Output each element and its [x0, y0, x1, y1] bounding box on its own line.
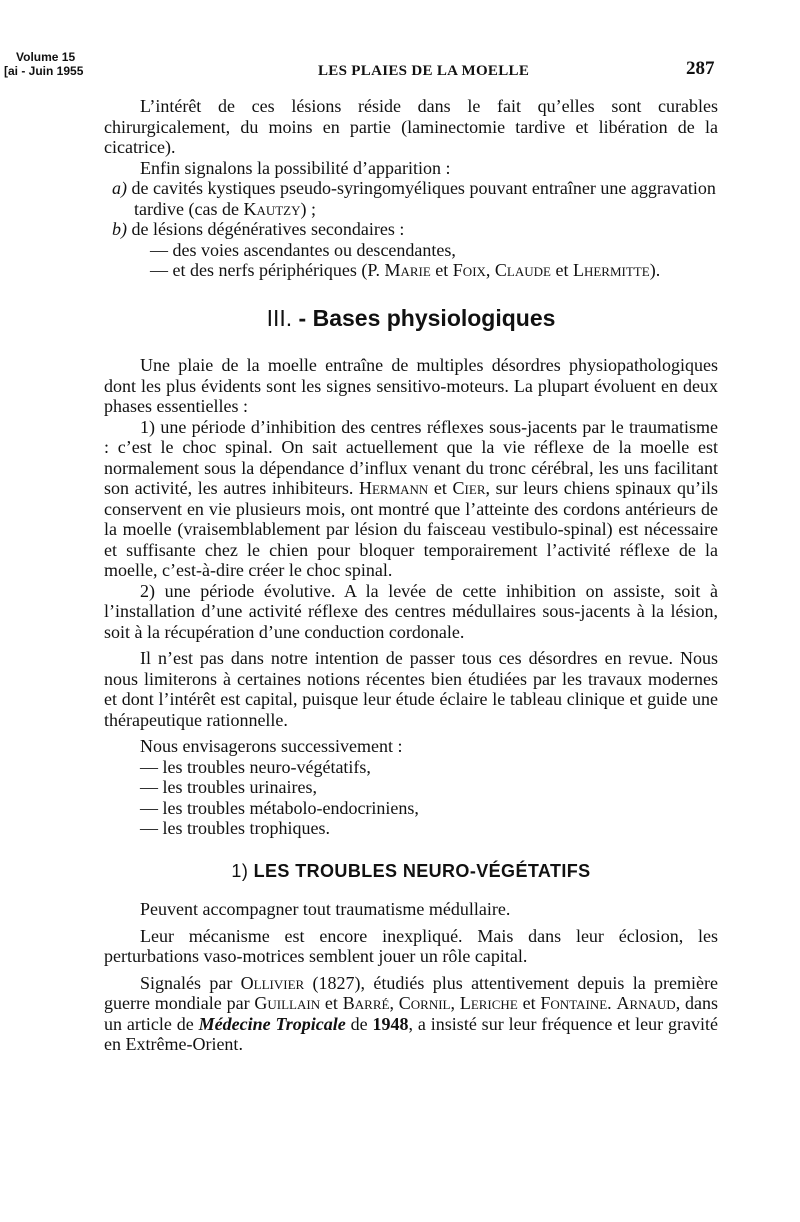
list-item-a: a) de cavités kystiques pseudo-syringomyéliques pouvant entraîner une aggravation tardive (cas de Kautzy) ;: [112, 178, 716, 219]
page-number: 287: [686, 58, 715, 79]
author-name: Arnaud: [616, 993, 676, 1013]
author-name: Kautzy: [243, 198, 301, 219]
author-name: Cier: [452, 478, 486, 498]
paragraph: Signalés par Ollivier (1827), étudiés plus attentivement depuis la première guerre mondiale par Guillain et Barré, Cornil, Leriche et Fontaine. Arnaud, dans un article de Médecine Tropicale de 1948, a insisté sur leur fréquence et leur gravité en Extrême-Orient.: [104, 972, 719, 1054]
list-item: — les troubles neuro-végétatifs,: [140, 756, 371, 777]
volume-info: [4, 50, 83, 78]
author-name: Fontaine: [540, 993, 608, 1013]
subsection-heading: [104, 861, 718, 882]
paragraph: 2) une période évolutive. A la levée de cette inhibition on assiste, soit à l’installation d’une activité réflexe des centres médullaires sous-jacents à la lésion, soit à la récupération d’une conduction cordonale.: [104, 580, 718, 642]
author-name: Hermann: [358, 478, 429, 498]
author-name: Claude: [494, 260, 551, 280]
list-item-b: b) de lésions dégénératives secondaires :: [112, 219, 405, 239]
item-label: b): [112, 219, 127, 239]
subsection-title: LES TROUBLES NEURO-VÉGÉTATIFS: [253, 860, 591, 881]
author-name: Marie: [384, 260, 431, 280]
list-item: — les troubles urinaires,: [140, 777, 317, 797]
paragraph: Peuvent accompagner tout traumatisme médullaire.: [140, 899, 511, 919]
dash-item: — et des nerfs périphériques (P. Marie et Foix, Claude et Lhermitte).: [150, 260, 661, 280]
paragraph: 1) une période d’inhibition des centres réflexes sous-jacents par le traumatisme : c’est le choc spinal. On sait actuellement que la vie réflexe de la moelle est normalement sous la dépendance d’influx venant du tronc cérébral, les uns facilitant son activité, les autres inhibiteurs. Hermann et Cier, sur leurs chiens spinaux qu’ils conservent en vie plusieurs mois, ont montré que l’atteinte des cordons antérieurs de la moelle (vraisemblablement par lésion du faisceau vestibulo-spinal) est nécessaire et suffisante chez le chien pour bloquer temporairement l’activité réflexe de la moelle, c’est-à-dire créer le choc spinal.: [104, 416, 719, 580]
paragraph: Enfin signalons la possibilité d’apparition :: [140, 157, 451, 178]
author-name: Barré: [342, 993, 390, 1013]
volume-number: Volume 15: [16, 50, 76, 64]
year: 1948: [372, 1013, 409, 1034]
running-title: LES PLAIES DE LA MOELLE: [318, 63, 530, 79]
author-name: Guillain: [254, 993, 321, 1013]
section-number: III.: [266, 304, 293, 331]
paragraph: Il n’est pas dans notre intention de passer tous ces désordres en revue. Nous nous limiterons à certaines notions récentes bien étudiées par les travaux modernes et dont l’intérêt est capital, puisque leur étude éclaire le tableau clinique et guide une thérapeutique rationnelle.: [104, 648, 718, 730]
paragraph: Leur mécanisme est encore inexpliqué. Mais dans leur éclosion, les perturbations vaso-motrices semblent jouer un rôle capital.: [104, 925, 718, 966]
list-item: — les troubles trophiques.: [140, 818, 330, 838]
journal-title: Médecine Tropicale: [198, 1013, 346, 1034]
body-text: [104, 96, 718, 1055]
item-label: a): [112, 178, 127, 198]
issue-date: [ai - Juin 1955: [4, 64, 84, 78]
paragraph: Nous envisagerons successivement :: [140, 736, 403, 756]
section-heading: III. - Bases physiologiques: [266, 304, 556, 331]
author-name: Ollivier: [240, 972, 305, 993]
subsection-number: 1): [231, 860, 249, 881]
dash-item: — des voies ascendantes ou descendantes,: [150, 239, 456, 260]
author-name: Lhermitte: [572, 260, 650, 280]
author-name: Cornil: [398, 993, 451, 1013]
author-name: Foix: [452, 260, 486, 280]
author-name: Leriche: [459, 993, 518, 1013]
list-item: — les troubles métabolo-endocriniens,: [140, 797, 419, 818]
paragraph: Une plaie de la moelle entraîne de multiples désordres physiopathologiques dont les plus évidents sont les signes sensitivo-moteurs. La plupart évoluent en deux phases essentielles :: [104, 355, 718, 416]
section-title: Bases physiologiques: [312, 304, 556, 331]
paragraph: L’intérêt de ces lésions réside dans le fait qu’elles sont curables chirurgicalement, du moins en partie (laminectomie tardive et libération de la cicatrice).: [104, 96, 718, 157]
